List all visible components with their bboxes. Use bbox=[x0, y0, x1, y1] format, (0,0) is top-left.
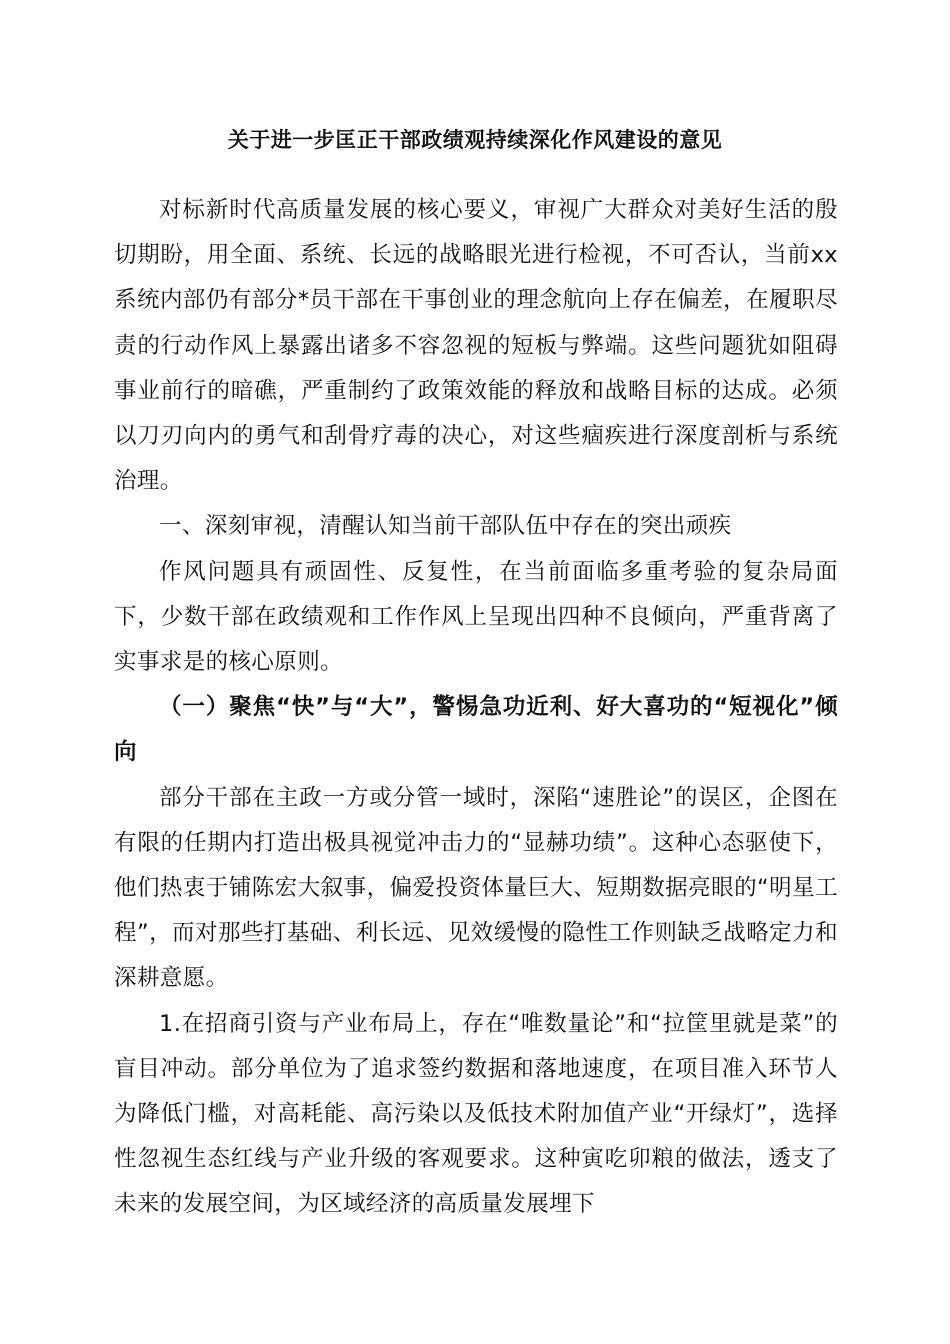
document-title: 关于进一步匡正干部政绩观持续深化作风建设的意见 bbox=[227, 128, 723, 152]
section-1-paragraph: 作风问题具有顽固性、反复性，在当前面临多重考验的复杂局面下，少数干部在政绩观和工作作风上呈现出四种不良倾向，严重背离了实事求是的核心原则。 bbox=[114, 558, 838, 676]
subsection-1-paragraph: 部分干部在主政一方或分管一域时，深陷“速胜论”的误区，企图在有限的任期内打造出极具视觉冲击力的“显赫功绩”。这种心态驱使下，他们热衷于铺陈宏大叙事，偏爱投资体量巨大、短期数据亮眼的“明星工程”，而对那些打基础、利长远、见效缓慢的隐性工作则缺乏战略定力和深耕意愿。 bbox=[114, 784, 838, 992]
subsection-heading-1: （一）聚焦“快”与“大”，警惕急功近利、好大喜功的“短视化”倾向 bbox=[114, 694, 838, 766]
section-heading-1: 一、深刻审视，清醒认知当前干部队伍中存在的突出顽疾 bbox=[159, 513, 732, 540]
intro-paragraph: 对标新时代高质量发展的核心要义，审视广大群众对美好生活的殷切期盼，用全面、系统、长远的战略眼光进行检视，不可否认，当前xx系统内部仍有部分*员干部在干事创业的理念航向上存在偏差，在履职尽责的行动作风上暴露出诸多不容忽视的短板与弊端。这些问题犹如阻碍事业前行的暗礁，严重制约了政策效能的释放和战略目标的达成。必须以刀刃向内的勇气和刮骨疗毒的决心，对这些痼疾进行深度剖析与系统治理。 bbox=[114, 197, 838, 495]
document-body bbox=[114, 188, 838, 1228]
point-1-paragraph: 1.在招商引资与产业布局上，存在“唯数量论”和“拉筐里就是菜”的盲目冲动。部分单位为了追求签约数据和落地速度，在项目准入环节人为降低门槛，对高耗能、高污染以及低技术附加值产业“开绿灯”，选择性忽视生态红线与产业升级的客观要求。这种寅吃卯粮的做法，透支了未来的发展空间，为区域经济的高质量发展埋下 bbox=[114, 1010, 838, 1218]
